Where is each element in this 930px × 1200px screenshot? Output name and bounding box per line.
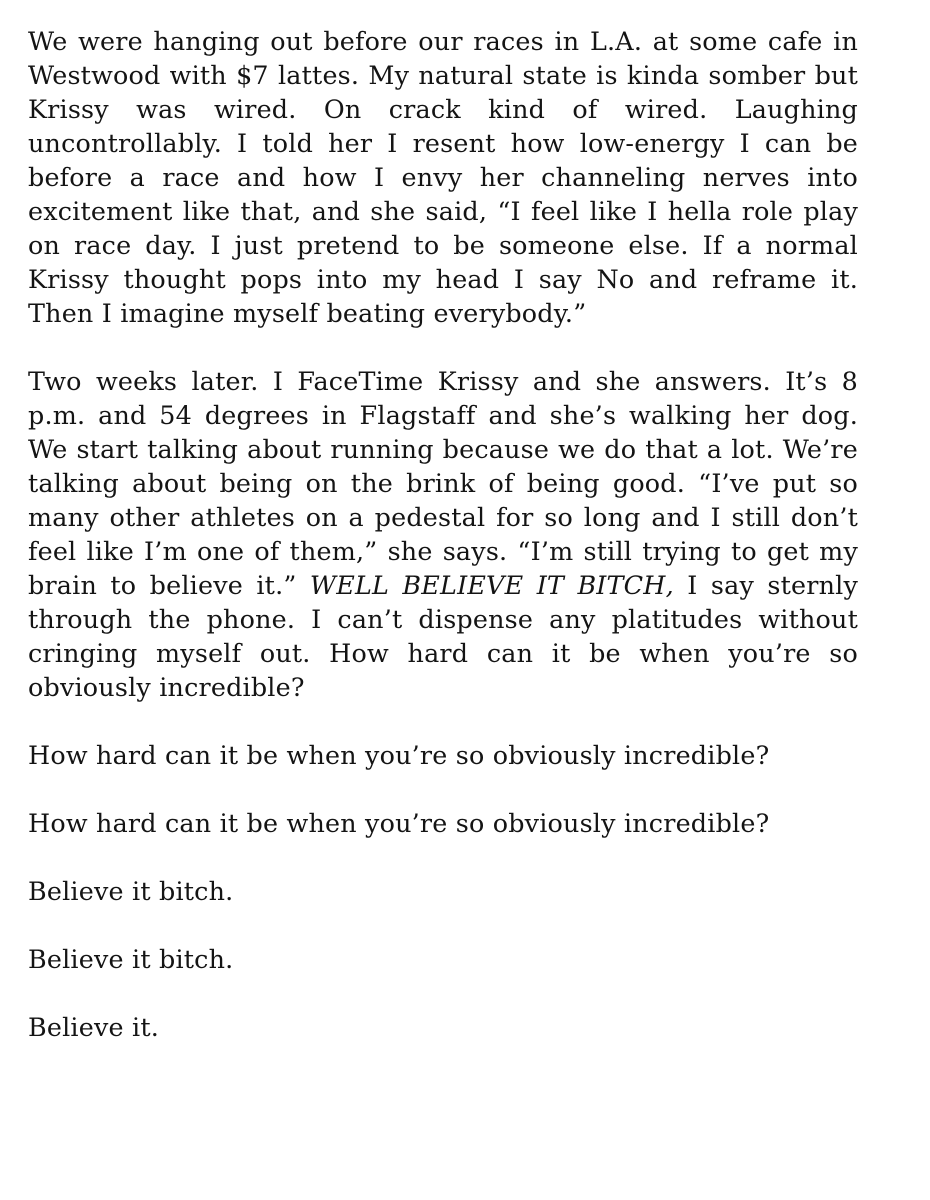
paragraph-facetime bbox=[28, 364, 858, 704]
paragraph-facetime-text-end: I say sternly through the phone. I can’t dispense any platitudes without cringing myself out. How hard can it be when you’re so obviously incredible? bbox=[28, 570, 859, 702]
paragraph-spacer bbox=[28, 908, 858, 942]
paragraph-how-hard-1: How hard can it be when you’re so obviously incredible? bbox=[28, 740, 770, 770]
paragraph-spacer bbox=[28, 976, 858, 1010]
paragraph-spacer bbox=[28, 772, 858, 806]
emphasis-well-believe-it: WELL BELIEVE IT BITCH, bbox=[309, 570, 674, 600]
paragraph-spacer bbox=[28, 330, 858, 364]
paragraph-how-hard-2: How hard can it be when you’re so obviously incredible? bbox=[28, 808, 770, 838]
paragraph-believe-it-bitch-2: Believe it bitch. bbox=[28, 944, 234, 974]
document-body bbox=[28, 24, 858, 1044]
paragraph-facetime-text-start: Two weeks later. I FaceTime Krissy and she answers. It’s 8 p.m. and 54 degrees in Flagstaff and she’s walking her dog. We start talking about running because we do that a lot. We’re talking about being on the brink of being good. “I’ve put so many other athletes on a pedestal for so long and I still don’t feel like I’m one of them,” she says. “I’m still trying to get my brain to believe it.” bbox=[28, 366, 858, 600]
paragraph-believe-it: Believe it. bbox=[28, 1012, 159, 1042]
paragraph-cafe: We were hanging out before our races in L.A. at some cafe in Westwood with $7 lattes. My natural state is kinda somber but Krissy was wired. On crack kind of wired. Laughing uncontrollably. I told her I resent how low-energy I can be before a race and how I envy her channeling nerves into excitement like that, and she said, “I feel like I hella role play on race day. I just pretend to be someone else. If a normal Krissy thought pops into my head I say No and reframe it. Then I imagine myself beating everybody.” bbox=[28, 26, 858, 328]
paragraph-believe-it-bitch-1: Believe it bitch. bbox=[28, 876, 234, 906]
paragraph-spacer bbox=[28, 704, 858, 738]
paragraph-spacer bbox=[28, 840, 858, 874]
